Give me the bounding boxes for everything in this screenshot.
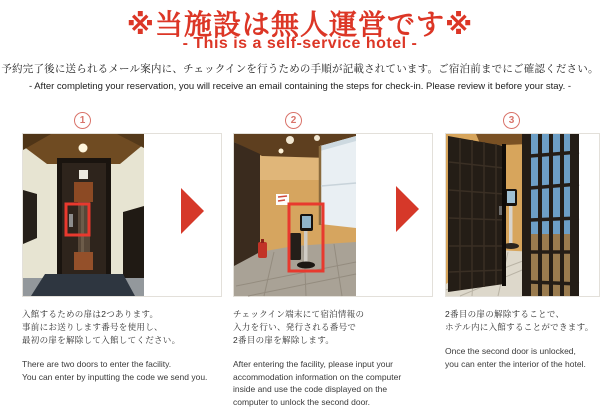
step-3-caption bbox=[445, 308, 600, 370]
kiosk-screen bbox=[302, 216, 311, 228]
fire-extinguisher bbox=[258, 242, 267, 258]
step-3-photo-second-door-open bbox=[445, 133, 600, 297]
window bbox=[320, 136, 356, 228]
step-3-number bbox=[445, 110, 578, 127]
intro-text-japanese: 予約完了後に送られるメール案内に、チェックインを行うための手順が記載されています。ご宿泊前までにご確認ください。 bbox=[1, 63, 599, 75]
step-3-caption-japanese: 2番目の扉の解除することで、 ホテル内に入館することができます。 bbox=[445, 309, 594, 332]
circled-number-icon: 1 bbox=[74, 112, 91, 129]
ceiling-light bbox=[79, 144, 88, 153]
intro-text-english: - After completing your reservation, you will receive an email containing the steps for check-in. Please review it before your stay. - bbox=[28, 81, 572, 92]
lattice-frame bbox=[522, 134, 531, 296]
floor-mat bbox=[31, 274, 135, 296]
page-title: ※当施設は無人運営です※ bbox=[126, 9, 474, 40]
mailbox bbox=[23, 190, 37, 244]
step-3 bbox=[445, 110, 600, 370]
ceiling-light bbox=[279, 149, 284, 154]
step-3-caption-english: Once the second door is unlocked, you can enter the interior of the hotel. bbox=[445, 346, 586, 369]
door-lock bbox=[69, 214, 73, 227]
kiosk-screen bbox=[507, 191, 515, 203]
step-2-caption bbox=[233, 308, 433, 408]
step-2 bbox=[233, 110, 433, 408]
kiosk-pole bbox=[509, 205, 513, 245]
circled-number-icon: 3 bbox=[503, 112, 520, 129]
step-1-caption-english: There are two doors to enter the facility. You can enter by inputting the code we send you. bbox=[22, 359, 208, 382]
page-subtitle: - This is a self-service hotel - bbox=[182, 35, 418, 52]
step-2-caption-japanese: チェックイン端末にて宿泊情報の 入力を行い、発行される番号で 2番目の扉を解除します。 bbox=[233, 309, 365, 345]
wall-sign bbox=[276, 194, 289, 205]
step-1-caption bbox=[22, 308, 222, 383]
kiosk-pole bbox=[304, 231, 308, 264]
door-handle bbox=[499, 206, 502, 215]
circled-number-icon: 2 bbox=[285, 112, 302, 129]
step-1-caption-japanese: 入館するための扉は2つあります。 事前にお送りします番号を使用し、 最初の扉を解除して入館してください。 bbox=[22, 309, 181, 345]
step-2-number bbox=[233, 110, 354, 127]
trash-bin bbox=[290, 233, 301, 260]
step-2-caption-english: After entering the facility, please input your accommodation information on the computer inside and use the code displayed on the computer to unlock the second door. bbox=[233, 359, 402, 407]
step-1-number bbox=[22, 110, 143, 127]
step-1 bbox=[22, 110, 222, 383]
